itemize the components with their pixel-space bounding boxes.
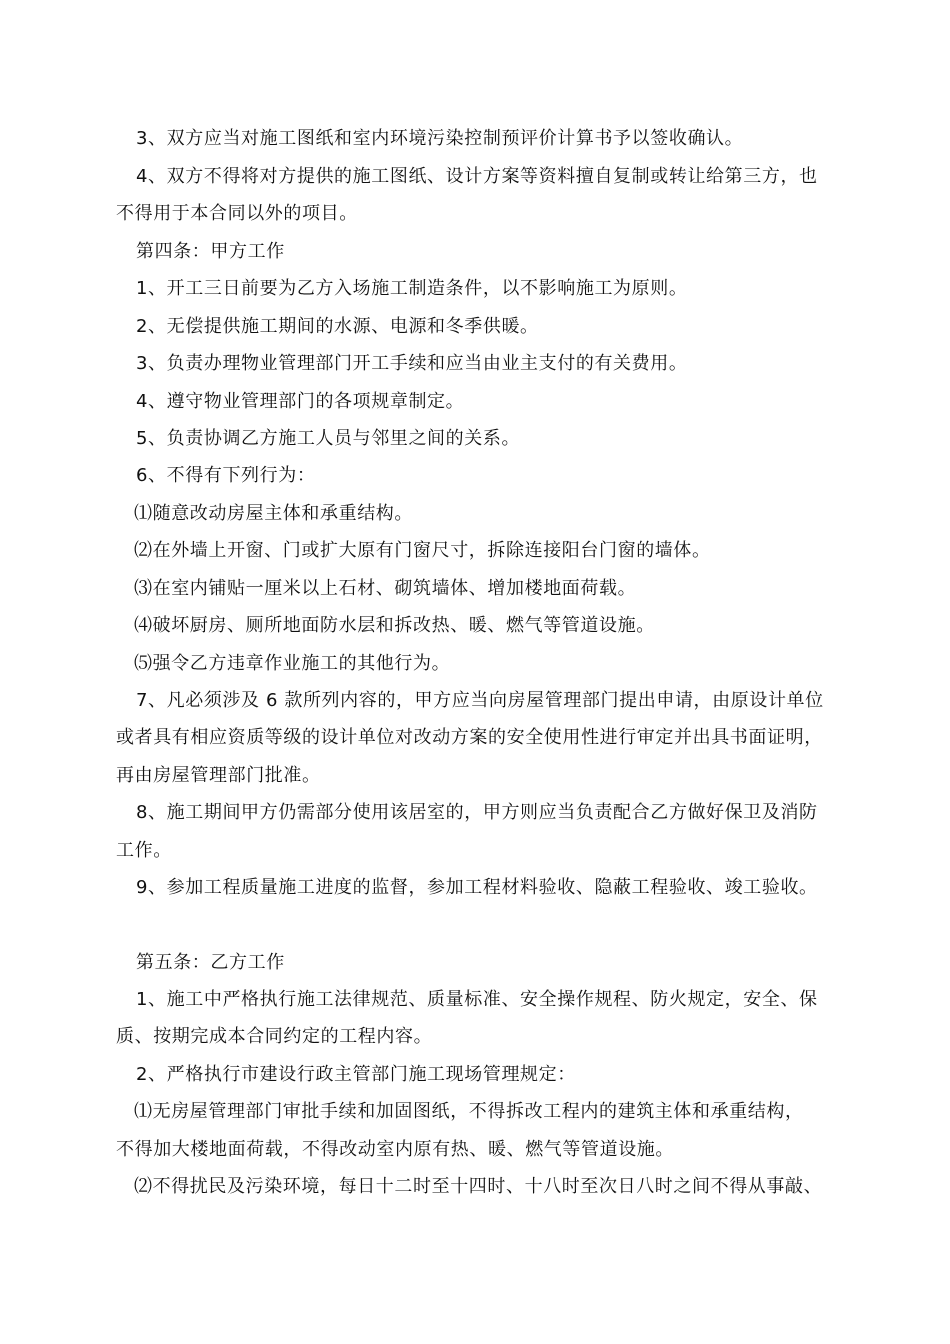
- article-5-subitem-2-line-1: ⑵不得扰民及污染环境，每日十二时至十四时、十八时至次日八时之间不得从事敲、: [134, 1176, 823, 1197]
- article-4-item-7-line-3: 再由房屋管理部门批准。: [116, 765, 321, 786]
- article-5-item-1-line-1: 1、施工中严格执行施工法律规范、质量标准、安全操作规程、防火规定，安全、保: [136, 989, 818, 1010]
- article-4-item-4: 4、遵守物业管理部门的各项规章制定。: [136, 391, 465, 412]
- article-4-item-8-line-2: 工作。: [116, 840, 172, 861]
- clause-4-line-2: 不得用于本合同以外的项目。: [116, 203, 358, 224]
- article-4-subitem-4: ⑷破坏厨房、厕所地面防水层和拆改热、暖、燃气等管道设施。: [134, 615, 655, 636]
- article-4-item-7-line-1: 7、凡必须涉及 6 款所列内容的，甲方应当向房屋管理部门提出申请，由原设计单位: [136, 690, 824, 711]
- article-4-subitem-1: ⑴随意改动房屋主体和承重结构。: [134, 503, 413, 524]
- clause-4-line-1: 4、双方不得将对方提供的施工图纸、设计方案等资料擅自复制或转让给第三方，也: [136, 166, 818, 187]
- clause-3: 3、双方应当对施工图纸和室内环境污染控制预评价计算书予以签收确认。: [136, 128, 744, 149]
- article-4-subitem-5: ⑸强令乙方违章作业施工的其他行为。: [134, 653, 451, 674]
- article-4-subitem-2: ⑵在外墙上开窗、门或扩大原有门窗尺寸，拆除连接阳台门窗的墙体。: [134, 540, 711, 561]
- article-4-item-3: 3、负责办理物业管理部门开工手续和应当由业主支付的有关费用。: [136, 353, 688, 374]
- article-4-item-2: 2、无偿提供施工期间的水源、电源和冬季供暖。: [136, 316, 539, 337]
- article-4-heading: 第四条：甲方工作: [136, 241, 285, 262]
- article-4-item-8-line-1: 8、施工期间甲方仍需部分使用该居室的，甲方则应当负责配合乙方做好保卫及消防: [136, 802, 818, 823]
- article-4-item-7-line-2: 或者具有相应资质等级的设计单位对改动方案的安全使用性进行审定并出具书面证明，: [116, 727, 823, 748]
- article-5-item-2: 2、严格执行市建设行政主管部门施工现场管理规定：: [136, 1064, 576, 1085]
- article-4-item-6: 6、不得有下列行为：: [136, 465, 316, 486]
- article-5-heading: 第五条：乙方工作: [136, 952, 285, 973]
- article-4-item-5: 5、负责协调乙方施工人员与邻里之间的关系。: [136, 428, 521, 449]
- article-4-subitem-3: ⑶在室内铺贴一厘米以上石材、砌筑墙体、增加楼地面荷载。: [134, 578, 637, 599]
- article-5-item-1-line-2: 质、按期完成本合同约定的工程内容。: [116, 1026, 433, 1047]
- article-4-item-9: 9、参加工程质量施工进度的监督，参加工程材料验收、隐蔽工程验收、竣工验收。: [136, 877, 818, 898]
- article-5-subitem-1-line-1: ⑴无房屋管理部门审批手续和加固图纸，不得拆改工程内的建筑主体和承重结构，: [134, 1101, 804, 1122]
- article-5-subitem-1-line-2: 不得加大楼地面荷载，不得改动室内原有热、暖、燃气等管道设施。: [116, 1139, 674, 1160]
- article-4-item-1: 1、开工三日前要为乙方入场施工制造条件，以不影响施工为原则。: [136, 278, 688, 299]
